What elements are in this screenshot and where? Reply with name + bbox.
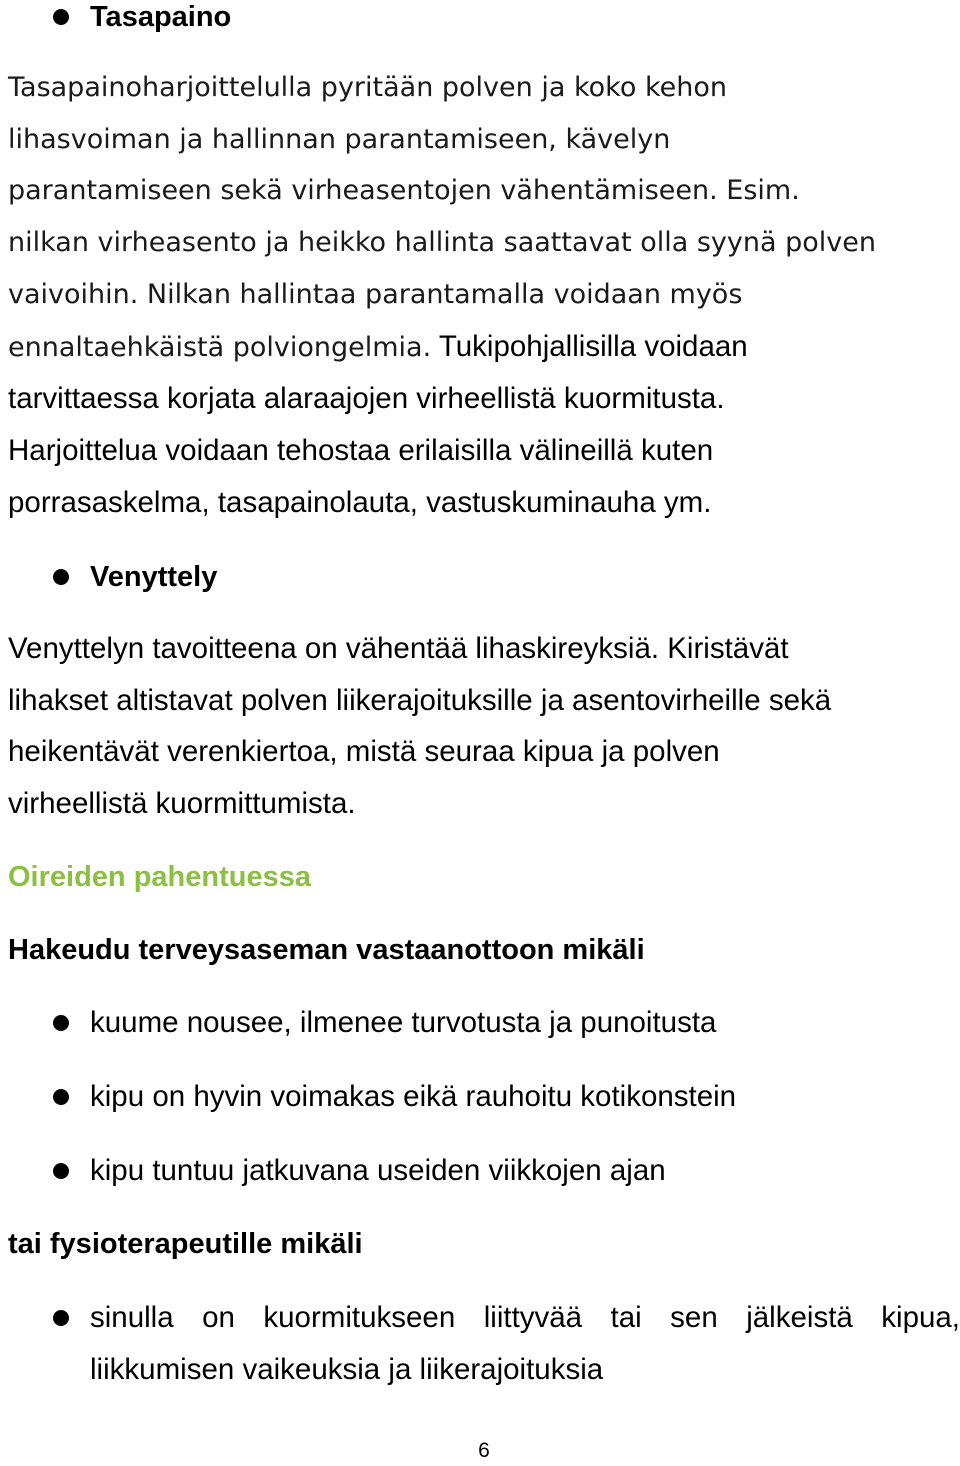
paragraph-line: lihasvoiman ja hallinnan parantamiseen, kävelyn (8, 123, 671, 155)
paragraph-line: tarvittaessa korjata alaraajojen virheellistä kuormitusta. (8, 382, 725, 416)
list-item-text: kipu tuntuu jatkuvana useiden viikkojen ajan (90, 1154, 666, 1187)
paragraph-line: vaivoihin. Nilkan hallintaa parantamalla voidaan myös (8, 278, 743, 310)
list-item-text: sinulla on kuormitukseen liittyvää tai sen jälkeistä kipua, liikkumisen vaikeuksia ja liikerajoituksia (90, 1301, 960, 1386)
bullet-icon (53, 569, 69, 585)
section-heading-balance (0, 0, 960, 37)
bullet-icon (53, 1015, 69, 1031)
page-number: 6 (478, 1439, 490, 1462)
section-heading-balance-text: Tasapaino (90, 1, 232, 33)
section-heading-worsening: Oireiden pahentuessa (8, 861, 311, 893)
paragraph-fragment: ennaltaehkäistä polviongelmia. (8, 331, 432, 363)
paragraph-line: Tasapainoharjoittelulla pyritään polven ja koko kehon (8, 72, 727, 103)
paragraph-line: virheellistä kuormittumista. (8, 787, 356, 821)
paragraph-line-mixed (8, 321, 958, 374)
subheading-physio: tai fysioterapeutille mikäli (8, 1228, 363, 1260)
paragraph-line: porrasaskelma, tasapainolauta, vastuskuminauha ym. (8, 485, 712, 519)
bullet-icon (53, 1163, 69, 1179)
paragraph-fragment: Tukipohjallisilla voidaan (431, 329, 748, 363)
paragraph-line: nilkan virheasento ja heikko hallinta saattavat olla syynä polven (8, 227, 876, 259)
list-item-text: kuume nousee, ilmenee turvotusta ja punoitusta (90, 1006, 717, 1039)
list-item-text: kipu on hyvin voimakas eikä rauhoitu kotikonstein (90, 1080, 737, 1113)
section-heading-stretching-text: Venyttely (90, 561, 218, 593)
bullet-icon (53, 1310, 69, 1326)
paragraph-line: parantamiseen sekä virheasentojen vähentämiseen. Esim. (8, 175, 800, 207)
bullet-icon (53, 1089, 69, 1105)
paragraph-balance (8, 62, 958, 528)
subheading-health-center: Hakeudu terveysaseman vastaanottoon mikäli (8, 934, 645, 966)
paragraph-stretching (8, 623, 958, 830)
section-heading-stretching (0, 557, 960, 597)
paragraph-line: Harjoittelua voidaan tehostaa erilaisilla välineillä kuten (8, 433, 714, 467)
paragraph-line: lihakset altistavat polven liikerajoituksille ja asentovirheille sekä (8, 683, 832, 717)
bullet-icon (53, 9, 69, 25)
paragraph-line: Venyttelyn tavoitteena on vähentää lihaskireyksiä. Kiristävät (8, 632, 789, 665)
paragraph-line: heikentävät verenkiertoa, mistä seuraa kipua ja polven (8, 735, 720, 769)
